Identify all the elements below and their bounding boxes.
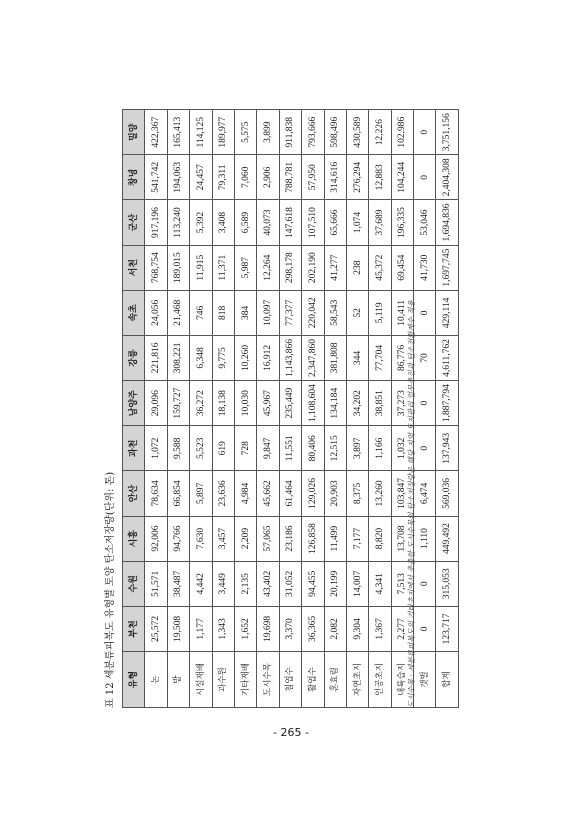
- table-cell: 5,392: [190, 200, 212, 245]
- table-cell: 196,335: [391, 200, 413, 245]
- table-cell: 77,704: [369, 335, 391, 380]
- table-cell: 13,260: [369, 471, 391, 516]
- table-cell: 6,589: [234, 200, 256, 245]
- table-cell: 36,272: [190, 381, 212, 426]
- table-cell: 10,411: [391, 290, 413, 335]
- table-cell: 917,196: [145, 200, 167, 245]
- table-footnote: 도시수목 : 세분류피복도의 기타초지에서 추출한 도시수목의 탄소저장량은 해당 지역 토지관리 업무추진과 탄소전환계수 적용: [407, 300, 416, 708]
- table-cell: 1,887,794: [436, 381, 458, 426]
- table-cell: 2,135: [234, 561, 256, 606]
- table-cell: 24,056: [145, 290, 167, 335]
- table-cell: 0: [414, 155, 436, 200]
- table-cell: 3,408: [212, 200, 234, 245]
- table-cell: 18,138: [212, 381, 234, 426]
- table-cell: 598,496: [324, 110, 346, 155]
- column-header: 유형: [123, 652, 145, 708]
- table-cell: 2,277: [391, 606, 413, 651]
- table-cell: 114,125: [190, 110, 212, 155]
- table-cell: 5,897: [190, 471, 212, 516]
- table-cell: 24,457: [190, 155, 212, 200]
- table-cell: 38,851: [369, 381, 391, 426]
- column-header: 안산: [123, 471, 145, 516]
- table-cell: 0: [414, 290, 436, 335]
- table-cell: 194,063: [167, 155, 189, 200]
- table-row: [279, 110, 301, 708]
- table-cell: 129,026: [302, 471, 324, 516]
- table-cell: 137,943: [436, 426, 458, 471]
- table-cell: 165,413: [167, 110, 189, 155]
- table-cell: 23,186: [279, 516, 301, 561]
- table-cell: 45,662: [257, 471, 279, 516]
- table-cell: 126,858: [302, 516, 324, 561]
- table-cell: 41,277: [324, 245, 346, 290]
- table-cell: 189,977: [212, 110, 234, 155]
- table-cell: 45,967: [257, 381, 279, 426]
- row-label: 과수원: [212, 652, 234, 708]
- table-cell: 746: [190, 290, 212, 335]
- table-cell: 2,404,308: [436, 155, 458, 200]
- table-cell: 40,073: [257, 200, 279, 245]
- table-cell: 541,742: [145, 155, 167, 200]
- table-cell: 102,986: [391, 110, 413, 155]
- table-cell: 16,912: [257, 335, 279, 380]
- table-cell: 9,847: [257, 426, 279, 471]
- table-cell: 2,347,860: [302, 335, 324, 380]
- table-cell: 70: [414, 335, 436, 380]
- table-cell: 1,177: [190, 606, 212, 651]
- table-cell: 1,697,745: [436, 245, 458, 290]
- table-cell: 65,666: [324, 200, 346, 245]
- table-cell: 2,906: [257, 155, 279, 200]
- column-header: 창녕: [123, 155, 145, 200]
- table-cell: 103,847: [391, 471, 413, 516]
- table-cell: 220,042: [302, 290, 324, 335]
- table-cell: 19,508: [167, 606, 189, 651]
- table-cell: 1,072: [145, 426, 167, 471]
- table-cell: 77,377: [279, 290, 301, 335]
- table-cell: 1,694,836: [436, 200, 458, 245]
- table-cell: 31,052: [279, 561, 301, 606]
- row-label: 내륙습지: [391, 652, 413, 708]
- table-cell: 1,367: [369, 606, 391, 651]
- table-cell: 315,053: [436, 561, 458, 606]
- table-cell: 51,571: [145, 561, 167, 606]
- table-cell: 25,572: [145, 606, 167, 651]
- table-cell: 69,454: [391, 245, 413, 290]
- table-cell: 422,367: [145, 110, 167, 155]
- table-cell: 147,618: [279, 200, 301, 245]
- table-cell: 8,820: [369, 516, 391, 561]
- table-cell: 0: [414, 426, 436, 471]
- table-header-row: [123, 110, 145, 708]
- table-cell: 5,575: [234, 110, 256, 155]
- table-cell: 3,370: [279, 606, 301, 651]
- table-cell: 384: [234, 290, 256, 335]
- table-cell: 29,096: [145, 381, 167, 426]
- table-cell: 381,808: [324, 335, 346, 380]
- table-cell: 6,474: [414, 471, 436, 516]
- table-cell: 41,730: [414, 245, 436, 290]
- column-header: 밀양: [123, 110, 145, 155]
- row-label: 합계: [436, 652, 458, 708]
- row-label: 갯벌: [414, 652, 436, 708]
- table-cell: 7,060: [234, 155, 256, 200]
- row-label: 혼효림: [324, 652, 346, 708]
- table-cell: 134,184: [324, 381, 346, 426]
- table-cell: 19,698: [257, 606, 279, 651]
- table-cell: 3,897: [346, 426, 368, 471]
- column-header: 군산: [123, 200, 145, 245]
- table-cell: 13,708: [391, 516, 413, 561]
- table-cell: 9,588: [167, 426, 189, 471]
- row-label: 시설재배: [190, 652, 212, 708]
- table-cell: 11,499: [324, 516, 346, 561]
- row-label: 자연초지: [346, 652, 368, 708]
- table-cell: 793,666: [302, 110, 324, 155]
- table-cell: 911,838: [279, 110, 301, 155]
- row-label: 밭: [167, 652, 189, 708]
- table-cell: 314,616: [324, 155, 346, 200]
- table-row: [145, 110, 167, 708]
- table-cell: 1,143,866: [279, 335, 301, 380]
- table-cell: 20,199: [324, 561, 346, 606]
- column-header: 수원: [123, 561, 145, 606]
- table-cell: 202,190: [302, 245, 324, 290]
- table-cell: 21,468: [167, 290, 189, 335]
- row-label: 활엽수: [302, 652, 324, 708]
- table-cell: 94,766: [167, 516, 189, 561]
- table-row: [302, 110, 324, 708]
- table-cell: 344: [346, 335, 368, 380]
- table-cell: 11,915: [190, 245, 212, 290]
- table-cell: 569,036: [436, 471, 458, 516]
- table-row: [346, 110, 368, 708]
- table-cell: 5,987: [234, 245, 256, 290]
- table-cell: 2,082: [324, 606, 346, 651]
- table-cell: 728: [234, 426, 256, 471]
- table-cell: 7,177: [346, 516, 368, 561]
- table-cell: 86,776: [391, 335, 413, 380]
- table-cell: 57,950: [302, 155, 324, 200]
- table-cell: 1,074: [346, 200, 368, 245]
- table-cell: 66,854: [167, 471, 189, 516]
- table-cell: 53,046: [414, 200, 436, 245]
- table-cell: 0: [414, 561, 436, 606]
- table-cell: 0: [414, 381, 436, 426]
- total-row: [436, 110, 458, 708]
- table-cell: 221,816: [145, 335, 167, 380]
- table-cell: 4,341: [369, 561, 391, 606]
- table-cell: 1,166: [369, 426, 391, 471]
- table-cell: 3,751,156: [436, 110, 458, 155]
- table-cell: 10,097: [257, 290, 279, 335]
- table-cell: 768,754: [145, 245, 167, 290]
- table-cell: 9,304: [346, 606, 368, 651]
- table-cell: 12,264: [257, 245, 279, 290]
- table-cell: 38,487: [167, 561, 189, 606]
- table-cell: 6,348: [190, 335, 212, 380]
- table-cell: 12,515: [324, 426, 346, 471]
- table-cell: 3,457: [212, 516, 234, 561]
- table-cell: 94,455: [302, 561, 324, 606]
- table-cell: 3,899: [257, 110, 279, 155]
- table-cell: 788,781: [279, 155, 301, 200]
- table-cell: 80,406: [302, 426, 324, 471]
- table-cell: 3,449: [212, 561, 234, 606]
- column-header: 부천: [123, 606, 145, 651]
- table-cell: 2,209: [234, 516, 256, 561]
- table-cell: 619: [212, 426, 234, 471]
- table-cell: 78,634: [145, 471, 167, 516]
- column-header: 남양주: [123, 381, 145, 426]
- row-label: 침엽수: [279, 652, 301, 708]
- table-cell: 5,119: [369, 290, 391, 335]
- table-cell: 4,611,762: [436, 335, 458, 380]
- table-caption: 표 12 세분류피복도 유형별 토양 탄소저장량(단위: 톤): [105, 471, 116, 708]
- table-cell: 298,178: [279, 245, 301, 290]
- row-label: 인공초지: [369, 652, 391, 708]
- page-number: - 265 -: [273, 726, 309, 739]
- table-row: [212, 110, 234, 708]
- table-row: [369, 110, 391, 708]
- table-cell: 4,984: [234, 471, 256, 516]
- table-cell: 36,365: [302, 606, 324, 651]
- table-cell: 1,110: [414, 516, 436, 561]
- table-cell: 4,442: [190, 561, 212, 606]
- column-header: 강릉: [123, 335, 145, 380]
- row-label: 도시수목: [257, 652, 279, 708]
- table-cell: 37,273: [391, 381, 413, 426]
- table-cell: 235,449: [279, 381, 301, 426]
- table-cell: 52: [346, 290, 368, 335]
- table-cell: 92,006: [145, 516, 167, 561]
- table-cell: 43,402: [257, 561, 279, 606]
- table-cell: 8,375: [346, 471, 368, 516]
- table-cell: 12,226: [369, 110, 391, 155]
- table-cell: 1,652: [234, 606, 256, 651]
- table-cell: 12,883: [369, 155, 391, 200]
- table-row: [324, 110, 346, 708]
- table-cell: 276,294: [346, 155, 368, 200]
- table-cell: 818: [212, 290, 234, 335]
- row-label: 기타재배: [234, 652, 256, 708]
- column-header: 속초: [123, 290, 145, 335]
- table-cell: 430,589: [346, 110, 368, 155]
- table-row: [234, 110, 256, 708]
- table-cell: 61,464: [279, 471, 301, 516]
- table-cell: 159,727: [167, 381, 189, 426]
- table-cell: 1,343: [212, 606, 234, 651]
- table-cell: 9,775: [212, 335, 234, 380]
- table-cell: 34,202: [346, 381, 368, 426]
- table-cell: 23,636: [212, 471, 234, 516]
- table-cell: 123,717: [436, 606, 458, 651]
- table-cell: 58,543: [324, 290, 346, 335]
- table-cell: 429,114: [436, 290, 458, 335]
- table-cell: 189,015: [167, 245, 189, 290]
- table-cell: 10,030: [234, 381, 256, 426]
- table-cell: 0: [414, 110, 436, 155]
- table-cell: 10,260: [234, 335, 256, 380]
- table-row: [190, 110, 212, 708]
- table-cell: 7,630: [190, 516, 212, 561]
- table-cell: 45,372: [369, 245, 391, 290]
- table-cell: 113,240: [167, 200, 189, 245]
- column-header: 서천: [123, 245, 145, 290]
- table-cell: 449,492: [436, 516, 458, 561]
- table-cell: 1,032: [391, 426, 413, 471]
- table-cell: 308,221: [167, 335, 189, 380]
- table-cell: 37,689: [369, 200, 391, 245]
- table-cell: 104,244: [391, 155, 413, 200]
- table-cell: 14,007: [346, 561, 368, 606]
- table-cell: 0: [414, 606, 436, 651]
- table-cell: 238: [346, 245, 368, 290]
- table-cell: 107,510: [302, 200, 324, 245]
- row-label: 논: [145, 652, 167, 708]
- table-row: [257, 110, 279, 708]
- table-cell: 79,311: [212, 155, 234, 200]
- table-cell: 57,065: [257, 516, 279, 561]
- table-cell: 7,513: [391, 561, 413, 606]
- table-cell: 20,903: [324, 471, 346, 516]
- table-cell: 11,551: [279, 426, 301, 471]
- table-cell: 11,371: [212, 245, 234, 290]
- table-cell: 5,523: [190, 426, 212, 471]
- table-cell: 1,108,604: [302, 381, 324, 426]
- table-row: [167, 110, 189, 708]
- column-header: 시흥: [123, 516, 145, 561]
- column-header: 과천: [123, 426, 145, 471]
- rotated-page-content: [100, 110, 453, 708]
